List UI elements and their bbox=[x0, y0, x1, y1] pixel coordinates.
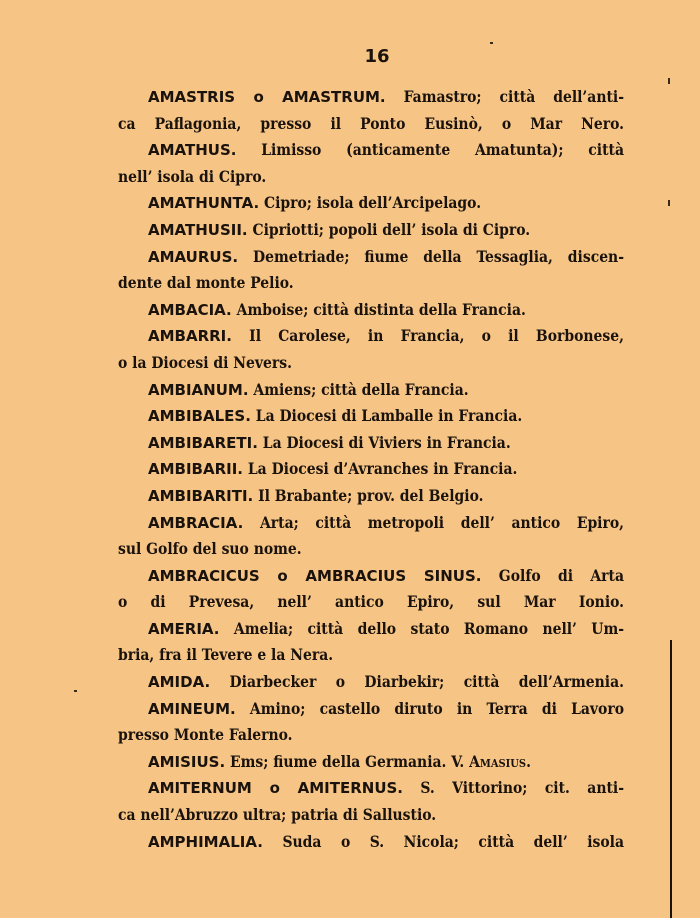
cross-reference: Amasius. bbox=[469, 751, 531, 771]
entry-line bbox=[118, 775, 624, 802]
entry-text: ca nell’Abruzzo ultra; patria di Sallustio. bbox=[118, 805, 437, 825]
entry-headword: AMPHIMALIA. bbox=[148, 832, 263, 851]
entry-text: Demetriade; fiume della Tessaglia, discen- bbox=[238, 246, 624, 266]
entry-line bbox=[118, 377, 624, 404]
entry-line bbox=[118, 164, 624, 191]
entry-headword: AMBRACICUS o AMBRACIUS SINUS. bbox=[148, 566, 482, 585]
entry-line bbox=[118, 456, 624, 483]
print-speck bbox=[668, 200, 670, 206]
entry-text: sul Golfo del suo nome. bbox=[118, 539, 302, 559]
entry-text: o di Prevesa, nell’ antico Epiro, sul Mar Ionio. bbox=[118, 592, 624, 612]
entry-line bbox=[118, 297, 624, 324]
entry-text: S. Vittorino; cit. anti- bbox=[403, 778, 624, 798]
entry-text: Cipro; isola dell’Arcipelago. bbox=[259, 193, 482, 213]
entry-line bbox=[118, 483, 624, 510]
entry-text: La Diocesi di Viviers in Francia. bbox=[257, 432, 511, 452]
entry-text: Amelia; città dello stato Romano nell’ Um- bbox=[219, 618, 624, 638]
entry-text: Famastro; città dell’anti- bbox=[385, 87, 624, 106]
entry-text: Golfo di Arta bbox=[481, 565, 624, 585]
entry-line bbox=[118, 403, 624, 430]
entry-line bbox=[118, 350, 624, 377]
entry-text: Arta; città metropoli dell’ antico Epiro, bbox=[243, 512, 624, 532]
entry-line bbox=[118, 244, 624, 271]
entry-line bbox=[118, 749, 624, 776]
entry-text: La Diocesi di Lamballe in Francia. bbox=[250, 406, 523, 426]
entry-headword: AMBARRI. bbox=[148, 327, 232, 346]
entry-text: Il Carolese, in Francia, o il Borbonese, bbox=[231, 326, 624, 346]
print-speck bbox=[490, 42, 493, 44]
entry-headword: AMITERNUM o AMITERNUS. bbox=[148, 779, 404, 798]
entry-line bbox=[118, 536, 624, 563]
entry-text: Amiens; città della Francia. bbox=[248, 379, 469, 399]
entry-text: Cipriotti; popoli dell’ isola di Cipro. bbox=[247, 219, 531, 239]
entry-line bbox=[118, 190, 624, 217]
entry-text: o la Diocesi di Nevers. bbox=[118, 352, 292, 372]
entry-text: Limisso (anticamente Amatunta); città bbox=[236, 140, 624, 160]
entry-text: Amboise; città distinta della Francia. bbox=[231, 299, 526, 319]
entry-line bbox=[118, 217, 624, 244]
entry-text: nell’ isola di Cipro. bbox=[118, 166, 267, 186]
entry-headword: AMASTRIS o AMASTRUM. bbox=[148, 88, 386, 106]
entry-headword: AMBRACIA. bbox=[148, 513, 244, 532]
entry-headword: AMBACIA. bbox=[148, 300, 232, 319]
entry-headword: AMATHUNTA. bbox=[148, 194, 260, 213]
entry-headword: AMBIBARETI. bbox=[148, 433, 258, 452]
dictionary-entries bbox=[118, 84, 624, 855]
print-speck bbox=[74, 690, 77, 692]
entry-line bbox=[118, 510, 624, 537]
entry-line bbox=[118, 829, 624, 856]
entry-line bbox=[118, 430, 624, 457]
entry-text: Amino; castello diruto in Terra di Lavoro bbox=[235, 698, 624, 718]
entry-text: presso Monte Falerno. bbox=[118, 725, 293, 745]
entry-line bbox=[118, 696, 624, 723]
entry-line bbox=[118, 563, 624, 590]
entry-text: dente dal monte Pelio. bbox=[118, 273, 294, 293]
entry-headword: AMATHUSII. bbox=[148, 220, 248, 239]
entry-headword: AMIDA. bbox=[148, 673, 211, 692]
entry-line bbox=[118, 137, 624, 164]
entry-headword: AMBIBARITI. bbox=[148, 486, 254, 505]
entry-line bbox=[118, 589, 624, 616]
entry-line bbox=[118, 323, 624, 350]
entry-text: Suda o S. Nicola; città dell’ isola bbox=[262, 831, 624, 851]
entry-line bbox=[118, 642, 624, 669]
entry-text: Ems; fiume della Germania. V. bbox=[225, 751, 470, 771]
entry-line bbox=[118, 84, 624, 111]
entry-text: La Diocesi d’Avranches in Francia. bbox=[243, 459, 518, 479]
page-edge-shadow bbox=[670, 640, 672, 918]
entry-headword: AMBIANUM. bbox=[148, 380, 249, 399]
entry-text: bria, fra il Tevere e la Nera. bbox=[118, 645, 334, 665]
entry-line bbox=[118, 270, 624, 297]
entry-text: Diarbecker o Diarbekir; città dell’Armenia. bbox=[210, 672, 624, 692]
entry-headword: AMINEUM. bbox=[148, 699, 236, 718]
entry-headword: AMISIUS. bbox=[148, 752, 226, 771]
page-number: 16 bbox=[364, 46, 390, 67]
entry-headword: AMERIA. bbox=[148, 619, 220, 638]
entry-headword: AMBIBARII. bbox=[148, 460, 244, 479]
entry-headword: AMBIBALES. bbox=[148, 407, 251, 426]
entry-line bbox=[118, 802, 624, 829]
entry-headword: AMAURUS. bbox=[148, 247, 239, 266]
entry-text: ca Paflagonia, presso il Ponto Eusinò, o Mar Nero. bbox=[118, 113, 624, 133]
entry-text: Il Brabante; prov. del Belgio. bbox=[253, 485, 484, 505]
entry-line bbox=[118, 111, 624, 138]
entry-line bbox=[118, 616, 624, 643]
entry-line bbox=[118, 722, 624, 749]
print-speck bbox=[668, 78, 670, 84]
entry-headword: AMATHUS. bbox=[148, 141, 237, 160]
entry-line bbox=[118, 669, 624, 696]
